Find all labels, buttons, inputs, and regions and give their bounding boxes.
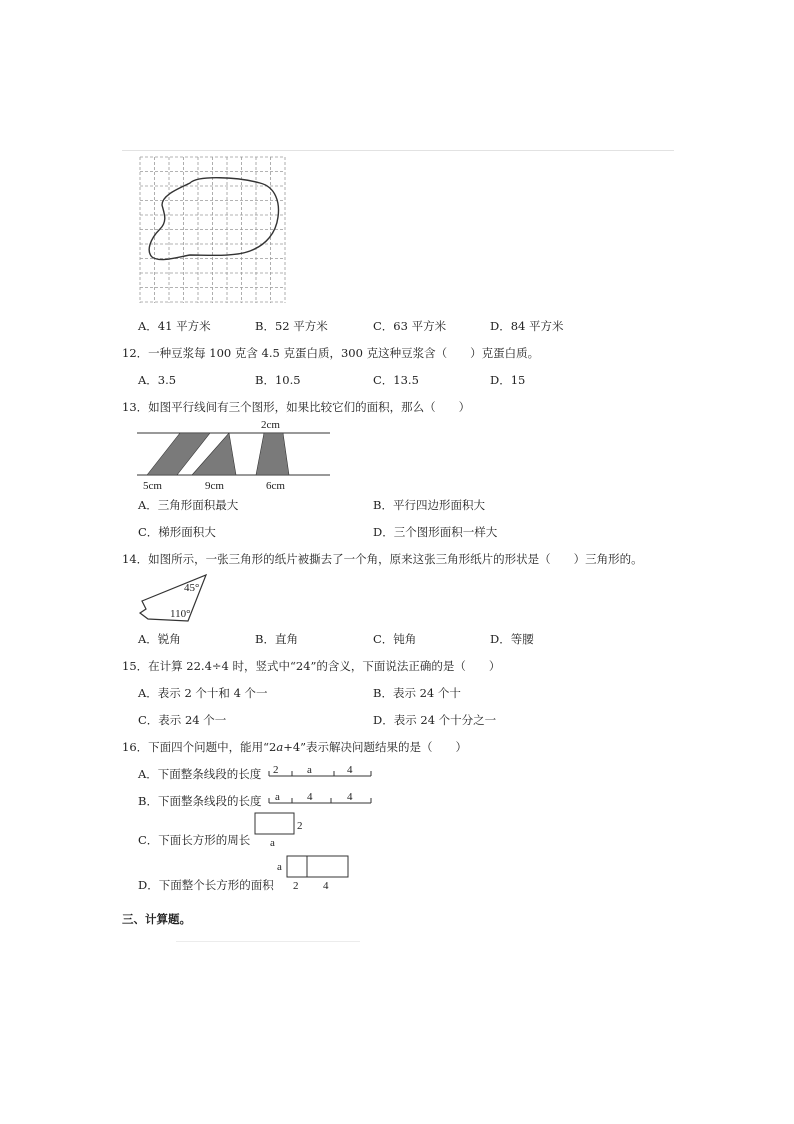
q16-question-var: a	[276, 740, 284, 754]
q12-option-c[interactable]: C．13.5	[373, 373, 419, 387]
seg-a-2: a	[307, 764, 312, 776]
q13-option-a[interactable]: A．三角形面积最大	[138, 498, 239, 512]
top-divider	[122, 150, 674, 151]
q16-question	[122, 739, 467, 755]
q14-option-b[interactable]: B．直角	[255, 632, 298, 646]
label-5cm: 5cm	[143, 480, 162, 492]
q12-option-d[interactable]: D．15	[490, 373, 526, 387]
q13-parallel-figure	[135, 417, 335, 493]
seg-a-3: 4	[347, 764, 353, 776]
seg-a-1: 2	[273, 764, 279, 776]
q14-question: 14．如图所示，一张三角形的纸片被撕去了一个角，原来这张三角形纸片的形状是（ ）三角形的。	[122, 552, 643, 566]
q14-option-a[interactable]: A．锐角	[138, 632, 181, 646]
seg-b-2: 4	[307, 791, 313, 803]
q16-b-segment-figure	[268, 788, 374, 808]
q11-option-c[interactable]: C．63 平方米	[373, 319, 447, 333]
seg-b-3: 4	[347, 791, 353, 803]
q12-option-b[interactable]: B．10.5	[255, 373, 301, 387]
q12-option-a[interactable]: A．3.5	[138, 373, 177, 387]
q16-question-suffix: +4”表示解决问题结果的是（ ）	[283, 740, 468, 754]
q15-option-a[interactable]: A．表示 2 个十和 4 个一	[138, 686, 268, 700]
q13-option-b[interactable]: B．平行四边形面积大	[373, 498, 485, 512]
q14-torn-triangle-figure	[136, 569, 216, 624]
q11-option-b[interactable]: B．52 平方米	[255, 319, 328, 333]
q15-option-c[interactable]: C．表示 24 个一	[138, 713, 227, 727]
q16-d-rectangle-figure	[275, 853, 355, 893]
q11-grid-figure	[138, 155, 290, 307]
trapezoid-shape	[256, 433, 289, 475]
q13-option-d[interactable]: D．三个图形面积一样大	[373, 525, 498, 539]
q15-question: 15．在计算 22.4÷4 时，竖式中“24”的含义，下面说法正确的是（ ）	[122, 659, 501, 673]
q16-option-d[interactable]: D．下面整个长方形的面积	[138, 878, 274, 892]
q13-option-c[interactable]: C．梯形面积大	[138, 525, 216, 539]
irregular-shape-outline	[149, 178, 278, 260]
q16-option-a[interactable]: A．下面整条线段的长度	[138, 767, 262, 781]
q11-option-a[interactable]: A．41 平方米	[138, 319, 211, 333]
q12-question: 12．一种豆浆每 100 克含 4.5 克蛋白质，300 克这种豆浆含（ ）克蛋白质。	[122, 346, 540, 360]
q16-option-c[interactable]: C．下面长方形的周长	[138, 833, 251, 847]
q15-option-d[interactable]: D．表示 24 个十分之一	[373, 713, 497, 727]
q16-c-rectangle-figure	[252, 811, 312, 849]
rect-c-bottom: a	[270, 837, 275, 849]
angle-110-label: 110°	[170, 608, 191, 620]
label-9cm: 9cm	[205, 480, 224, 492]
q14-option-d[interactable]: D．等腰	[490, 632, 534, 646]
q16-a-segment-figure	[268, 761, 374, 781]
rect-c-side: 2	[297, 820, 303, 832]
angle-45-label: 45°	[184, 582, 200, 594]
rect-d-right: 4	[323, 880, 329, 892]
q13-question: 13．如图平行线间有三个图形，如果比较它们的面积，那么（ ）	[122, 400, 471, 414]
q15-option-b[interactable]: B．表示 24 个十	[373, 686, 461, 700]
q14-option-c[interactable]: C．钝角	[373, 632, 417, 646]
q11-option-d[interactable]: D．84 平方米	[490, 319, 564, 333]
label-2cm: 2cm	[261, 419, 280, 431]
q16-option-b[interactable]: B．下面整条线段的长度	[138, 794, 262, 808]
rect-d-side: a	[277, 861, 282, 873]
seg-b-1: a	[275, 791, 280, 803]
rect-d-left: 2	[293, 880, 299, 892]
bottom-divider	[176, 941, 360, 942]
q16-question-prefix: 16．下面四个问题中，能用“2	[122, 740, 277, 754]
section-3-title: 三、计算题。	[122, 912, 191, 926]
label-6cm: 6cm	[266, 480, 285, 492]
